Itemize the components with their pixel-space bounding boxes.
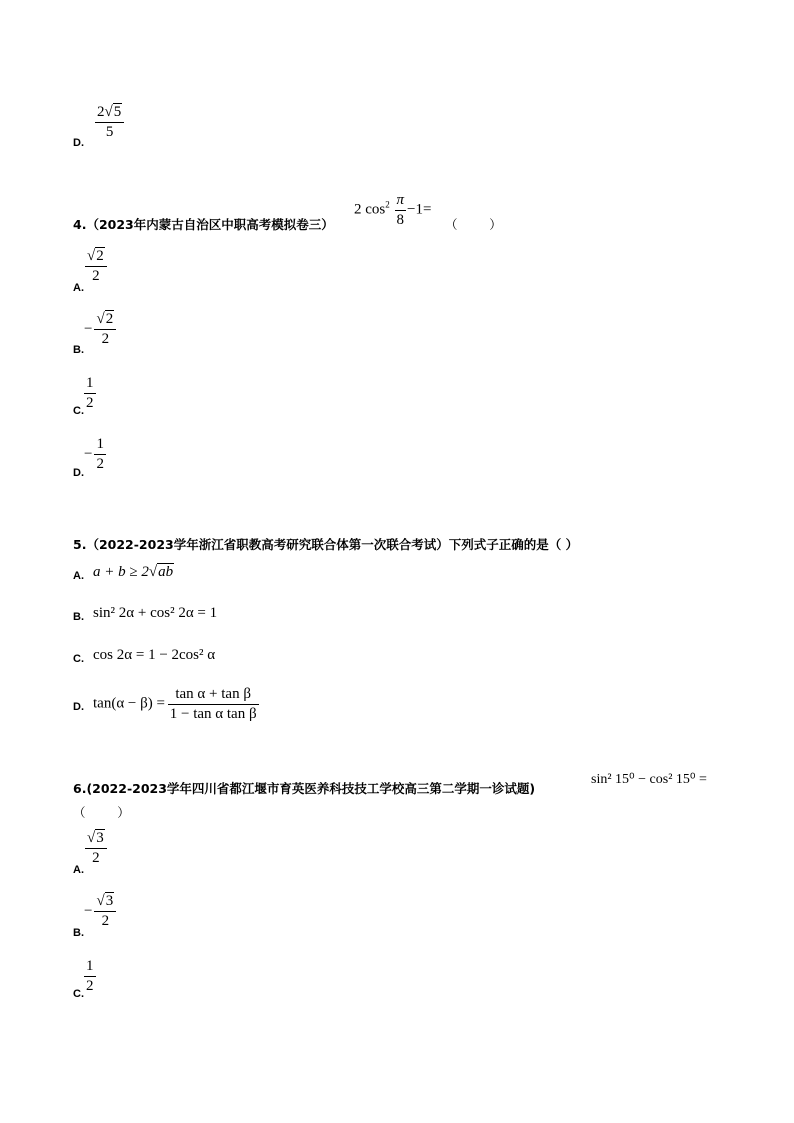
q6-option-a-value: $\frac{√3}{2}$	[86, 830, 106, 866]
q6-expression: sin² 15⁰ − cos² 15⁰ =	[591, 772, 707, 787]
q4-option-b-label: B.	[73, 344, 84, 356]
q4-option-b-value: − $\frac{√2}{2}$	[84, 311, 115, 347]
q4-option-d-label: D.	[73, 467, 84, 479]
q3-option-d-value: $\frac{2√5}{5}$	[96, 104, 123, 140]
q6-option-a-label: A.	[73, 864, 84, 876]
q6-option-c-value: $\frac{1}{2}$	[86, 958, 94, 994]
q5-option-b-value: sin² 2α + cos² 2α = 1	[93, 605, 218, 621]
q6-option-c-label: C.	[73, 988, 84, 1000]
q4-stem: 4.（2023年内蒙古自治区中职高考模拟卷三）	[73, 217, 334, 232]
q5-option-c-value: cos 2α = 1 − 2cos² α	[93, 647, 216, 663]
q5-option-d-value: tan(α − β) = $\frac{\text{tan α + tan β}}{\text{1 − tan α tan β}}$	[93, 686, 257, 722]
q5-option-a-label: A.	[73, 570, 84, 582]
q4-answer-blank: （ ）	[445, 217, 502, 232]
q5-option-c-label: C.	[73, 653, 84, 665]
q5-option-d-label: D.	[73, 701, 84, 713]
q6-answer-blank: （ ）	[73, 805, 130, 820]
q4-option-a-label: A.	[73, 282, 84, 294]
q3-option-d-label: D.	[73, 137, 84, 149]
q5-option-b-label: B.	[73, 611, 84, 623]
q4-option-c-value: $\frac{1}{2}$	[86, 375, 94, 411]
q4-expression: 2 $\cos^2$ $\frac{\pi}{8}$ −1=	[354, 192, 432, 228]
q6-option-b-value: − $\frac{√3}{2}$	[84, 893, 115, 929]
q4-option-d-value: − $\frac{1}{2}$	[84, 436, 104, 472]
q6-stem: 6.(2022-2023学年四川省都江堰市育英医养科技技工学校高三第二学期一诊试题)	[73, 781, 536, 796]
q6-option-b-label: B.	[73, 927, 84, 939]
q5-option-a-value: a + b ≥ 2√ab	[93, 564, 174, 580]
q4-option-a-value: $\frac{√2}{2}$	[86, 248, 106, 284]
q5-stem: 5.（2022-2023学年浙江省职教高考研究联合体第一次联合考试）下列式子正确的是（ ）	[73, 537, 579, 552]
q4-option-c-label: C.	[73, 405, 84, 417]
